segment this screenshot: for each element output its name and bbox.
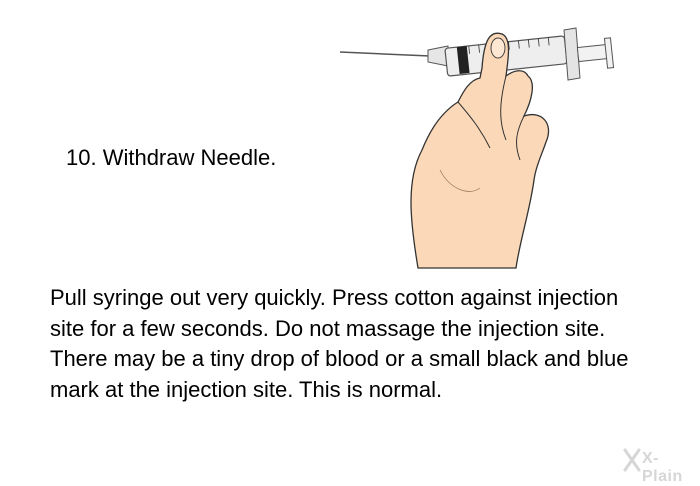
instruction-text: Pull syringe out very quickly. Press cotton against injection site for a few seconds. Do not massage the injection site. There may be a tiny drop of blood or a small black and blue mark at the injection site. This is normal.: [50, 285, 629, 402]
plunger-rod: [577, 44, 608, 61]
xplain-logo-icon: [622, 446, 642, 474]
plunger-thumb-rest: [604, 38, 613, 68]
needle: [340, 52, 430, 56]
xplain-logo-text: X-Plain: [642, 450, 683, 485]
hand-holding-syringe-illustration: [330, 20, 630, 270]
step-title: 10. Withdraw Needle.: [66, 145, 277, 170]
thumb-nail: [491, 38, 505, 58]
xplain-logo: [622, 446, 694, 485]
